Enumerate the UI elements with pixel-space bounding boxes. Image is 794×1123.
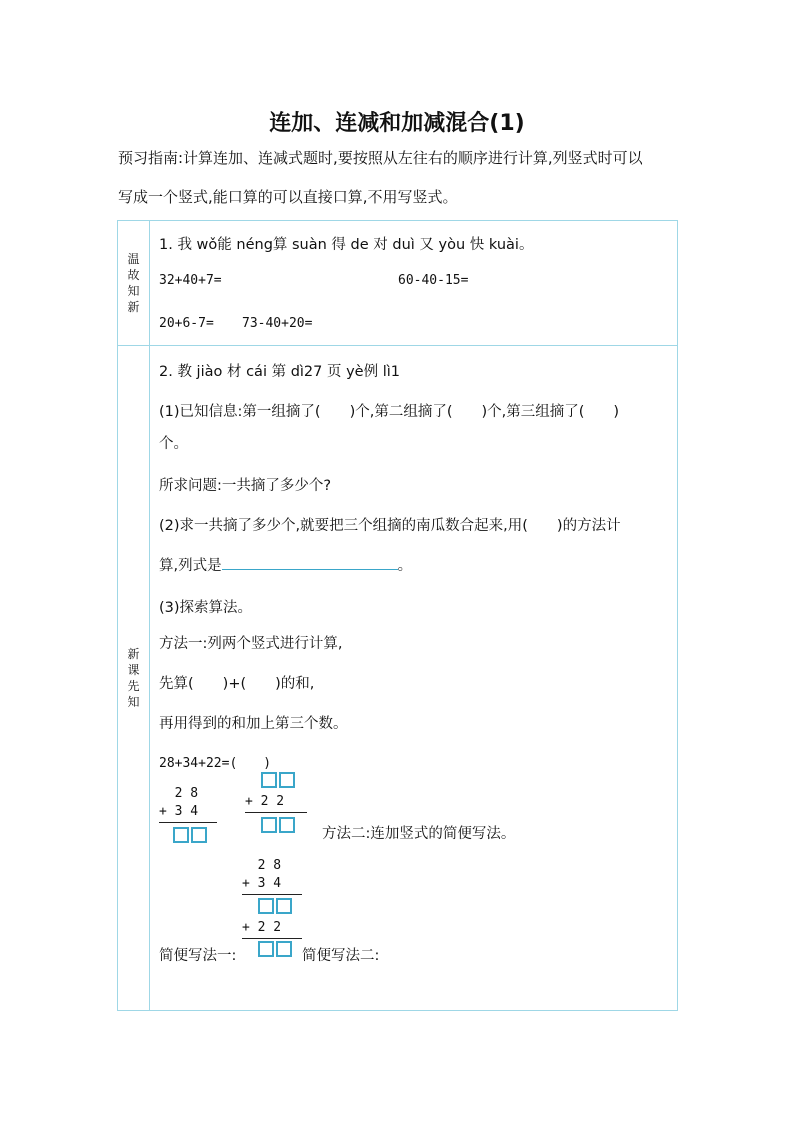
expr-b: 60-40-15= bbox=[398, 273, 469, 288]
vertical-calc-3: 2 8 + 3 4 + 2 2 bbox=[242, 858, 302, 939]
answer-box[interactable] bbox=[276, 941, 292, 957]
answer-box[interactable] bbox=[258, 941, 274, 957]
question-1: 1. 我 wǒ能 néng算 suàn 得 de 对 duì 又 yòu 快 kuài。 bbox=[159, 237, 534, 253]
answer-box[interactable] bbox=[258, 898, 274, 914]
expr-d: 73-40+20= bbox=[242, 316, 313, 331]
equation: 28+34+22=( ) bbox=[159, 756, 272, 771]
page-title: 连加、连减和加减混合(1) bbox=[269, 111, 525, 136]
formula-line: 算,列式是 。 bbox=[159, 554, 412, 575]
answer-box[interactable] bbox=[261, 772, 277, 788]
expr-a: 32+40+7= bbox=[159, 273, 222, 288]
known-info: (1)已知信息:第一组摘了( )个,第二组摘了( )个,第三组摘了( ) bbox=[159, 404, 620, 420]
question-2: 2. 教 jiào 材 cái 第 dì27 页 yè例 lì1 bbox=[159, 364, 400, 380]
vertical-calc-1: 2 8 + 3 4 bbox=[159, 786, 217, 843]
short-form-answer bbox=[258, 938, 294, 957]
exercise-table bbox=[117, 220, 678, 1011]
method-one-step2: 再用得到的和加上第三个数。 bbox=[159, 716, 348, 732]
side-label-review: 温故知新 bbox=[118, 221, 150, 346]
expr-c: 20+6-7= bbox=[159, 316, 214, 331]
answer-box[interactable] bbox=[276, 898, 292, 914]
vertical-calc-2: + 2 2 bbox=[245, 772, 307, 833]
explore-heading: (3)探索算法。 bbox=[159, 600, 253, 616]
answer-box[interactable] bbox=[173, 827, 189, 843]
known-info-end: 个。 bbox=[159, 436, 188, 452]
method-two: 方法二:连加竖式的简便写法。 bbox=[322, 826, 516, 842]
side-label-new: 新课先知 bbox=[118, 346, 150, 1011]
answer-box[interactable] bbox=[191, 827, 207, 843]
guide-line-1: 预习指南:计算连加、连减式题时,要按照从左往右的顺序进行计算,列竖式时可以 bbox=[118, 149, 643, 167]
method-hint: (2)求一共摘了多少个,就要把三个组摘的南瓜数合起来,用( )的方法计 bbox=[159, 518, 621, 534]
short-form-1: 简便写法一: bbox=[159, 948, 237, 964]
guide-line-2: 写成一个竖式,能口算的可以直接口算,不用写竖式。 bbox=[118, 188, 458, 206]
method-one: 方法一:列两个竖式进行计算, bbox=[159, 636, 343, 652]
formula-blank[interactable] bbox=[222, 555, 398, 570]
answer-box[interactable] bbox=[261, 817, 277, 833]
question-asked: 所求问题:一共摘了多少个? bbox=[159, 478, 332, 494]
answer-box[interactable] bbox=[279, 772, 295, 788]
short-form-2: 简便写法二: bbox=[302, 948, 380, 964]
method-one-step1: 先算( )+( )的和, bbox=[159, 676, 315, 692]
answer-box[interactable] bbox=[279, 817, 295, 833]
